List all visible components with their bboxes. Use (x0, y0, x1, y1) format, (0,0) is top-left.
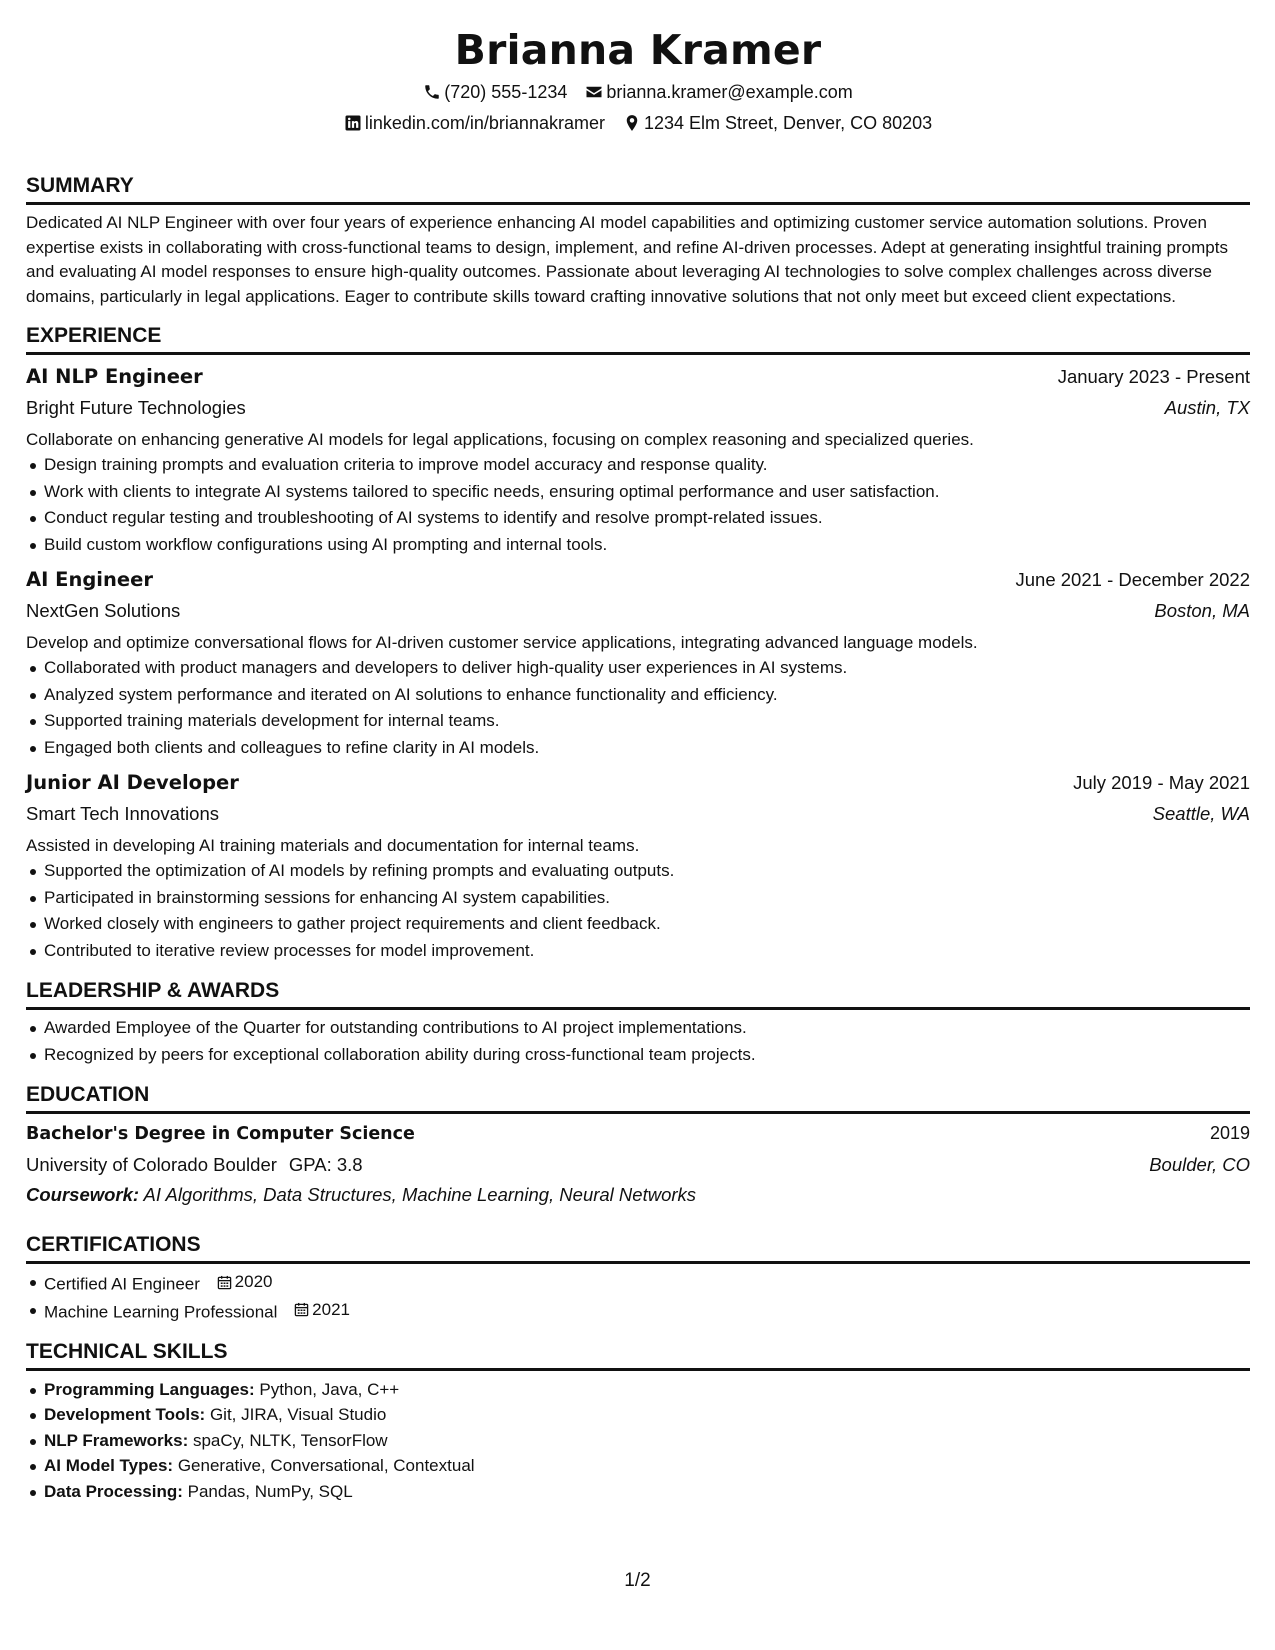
contact-row-2 (26, 111, 1250, 135)
list-item: Collaborated with product managers and developers to deliver high-quality user experiences in AI systems. (26, 655, 1250, 682)
list-item: Engaged both clients and colleagues to refine clarity in AI models. (26, 735, 1250, 762)
certifications-list (26, 1269, 1250, 1325)
university-line (26, 1150, 363, 1179)
list-item: Worked closely with engineers to gather project requirements and client feedback. (26, 911, 1250, 938)
job-location: Seattle, WA (1152, 803, 1250, 825)
skills-section (26, 1327, 1250, 1505)
calendar-icon (294, 1302, 309, 1317)
list-item: Contributed to iterative review processes for model improvement. (26, 938, 1250, 965)
certification-name: Certified AI Engineer (44, 1274, 200, 1294)
education-heading: EDUCATION (26, 1070, 1250, 1114)
list-item: Work with clients to integrate AI systems tailored to specific needs, ensuring optimal performance and user satisfaction. (26, 479, 1250, 506)
job-location: Boston, MA (1154, 600, 1250, 622)
list-item: Build custom workflow configurations using AI prompting and internal tools. (26, 532, 1250, 559)
education-section (26, 1070, 1250, 1210)
contact-phone (423, 80, 567, 104)
certification-year: 2020 (234, 1272, 273, 1292)
skill-values: Generative, Conversational, Contextual (177, 1456, 475, 1476)
job-title: AI Engineer (26, 568, 153, 592)
map-pin-icon (623, 114, 641, 132)
skill-values: Python, Java, C++ (259, 1379, 400, 1399)
list-item (26, 1377, 1250, 1403)
email-link[interactable]: brianna.kramer@example.com (606, 82, 853, 102)
list-item (26, 1479, 1250, 1505)
gpa-value: GPA: 3.8 (288, 1154, 363, 1176)
job-entry (26, 767, 1250, 964)
list-item: Supported training materials development for internal teams. (26, 708, 1250, 735)
company-name: Smart Tech Innovations (26, 803, 219, 825)
linkedin-link[interactable]: linkedin.com/in/briannakramer (364, 113, 605, 133)
job-title: AI NLP Engineer (26, 365, 203, 389)
skill-category: Programming Languages: (44, 1379, 255, 1399)
graduation-year: 2019 (1209, 1123, 1250, 1144)
candidate-name: Brianna Kramer (454, 26, 822, 74)
page-number: 1/2 (624, 1570, 651, 1591)
job-location: Austin, TX (1164, 397, 1250, 419)
skills-list (26, 1377, 1250, 1505)
certification-year: 2021 (312, 1300, 350, 1320)
job-date: January 2023 - Present (1057, 366, 1250, 388)
company-name: Bright Future Technologies (26, 397, 246, 419)
job-description: Develop and optimize conversational flows for AI-driven customer service applications, integrating advanced language models. (26, 633, 978, 653)
skill-values: Pandas, NumPy, SQL (187, 1481, 353, 1501)
resume-page (26, 0, 1250, 1504)
degree-name: Bachelor's Degree in Computer Science (26, 1124, 415, 1145)
summary-heading: SUMMARY (26, 161, 1250, 205)
education-location: Boulder, CO (1149, 1154, 1250, 1176)
certification-name: Machine Learning Professional (44, 1302, 278, 1322)
job-bullets (26, 655, 1250, 761)
job-description: Assisted in developing AI training materials and documentation for internal teams. (26, 836, 640, 856)
list-item (26, 1269, 1250, 1297)
company-name: NextGen Solutions (26, 600, 181, 622)
phone-icon (423, 83, 441, 101)
job-bullets (26, 858, 1250, 964)
job-bullets (26, 452, 1250, 558)
coursework-label: Coursework: (26, 1184, 140, 1206)
certification-date (294, 1297, 350, 1323)
job-entry (26, 361, 1250, 558)
leadership-section (26, 966, 1250, 1068)
skill-values: spaCy, NLTK, TensorFlow (192, 1430, 388, 1450)
list-item (26, 1402, 1250, 1428)
coursework-line (26, 1180, 1250, 1210)
envelope-icon (585, 83, 603, 101)
certifications-section (26, 1220, 1250, 1325)
experience-heading: EXPERIENCE (26, 311, 1250, 355)
skill-values: Git, JIRA, Visual Studio (209, 1405, 387, 1425)
contact-email[interactable] (585, 80, 852, 104)
calendar-icon (217, 1275, 232, 1290)
university-name: University of Colorado Boulder (26, 1154, 277, 1176)
skills-heading: TECHNICAL SKILLS (26, 1327, 1250, 1371)
linkedin-icon (344, 114, 362, 132)
list-item (26, 1297, 1250, 1325)
job-date: July 2019 - May 2021 (1073, 772, 1250, 794)
job-date: June 2021 - December 2022 (1015, 569, 1250, 591)
list-item: Conduct regular testing and troubleshooting of AI systems to identify and resolve prompt-related issues. (26, 505, 1250, 532)
list-item (26, 1428, 1250, 1454)
certification-date (217, 1269, 273, 1295)
list-item: Recognized by peers for exceptional collaboration ability during cross-functional team projects. (26, 1042, 1250, 1069)
contact-address (623, 111, 932, 135)
job-entry (26, 564, 1250, 761)
resume-header (26, 0, 1250, 135)
summary-section (26, 161, 1250, 309)
experience-section (26, 311, 1250, 964)
contact-linkedin[interactable] (344, 111, 605, 135)
skill-category: Data Processing: (44, 1481, 183, 1501)
list-item: Participated in brainstorming sessions for enhancing AI system capabilities. (26, 885, 1250, 912)
list-item: Analyzed system performance and iterated on AI solutions to enhance functionality and efficiency. (26, 682, 1250, 709)
address-text: 1234 Elm Street, Denver, CO 80203 (643, 113, 933, 133)
skill-category: AI Model Types: (44, 1456, 174, 1476)
skill-category: NLP Frameworks: (44, 1430, 189, 1450)
awards-list (26, 1015, 1250, 1068)
job-title: Junior AI Developer (26, 771, 239, 795)
summary-text: Dedicated AI NLP Engineer with over four years of experience enhancing AI model capabilities and optimizing customer service automation solutions. Proven expertise exists in collaborating with cross-functional teams to design, implement, and refine AI-driven processes. Adept at generating insightful training prompts and evaluating AI model responses to ensure high-quality outcomes. Passionate about leveraging AI technologies to solve complex challenges across diverse domains, particularly in legal applications. Eager to contribute skills toward crafting innovative solutions that not only meet but exceed client expectations. (26, 213, 1228, 306)
certifications-heading: CERTIFICATIONS (26, 1220, 1250, 1264)
list-item: Supported the optimization of AI models by refining prompts and evaluating outputs. (26, 858, 1250, 885)
phone-text: (720) 555-1234 (444, 82, 568, 102)
job-description: Collaborate on enhancing generative AI models for legal applications, focusing on complex reasoning and specialized queries. (26, 430, 974, 450)
list-item (26, 1453, 1250, 1479)
list-item: Design training prompts and evaluation criteria to improve model accuracy and response quality. (26, 452, 1250, 479)
leadership-heading: LEADERSHIP & AWARDS (26, 966, 1250, 1010)
coursework-list: AI Algorithms, Data Structures, Machine Learning, Neural Networks (143, 1184, 697, 1206)
contact-row-1 (26, 80, 1250, 104)
skill-category: Development Tools: (44, 1405, 206, 1425)
list-item: Awarded Employee of the Quarter for outstanding contributions to AI project implementations. (26, 1015, 1250, 1042)
